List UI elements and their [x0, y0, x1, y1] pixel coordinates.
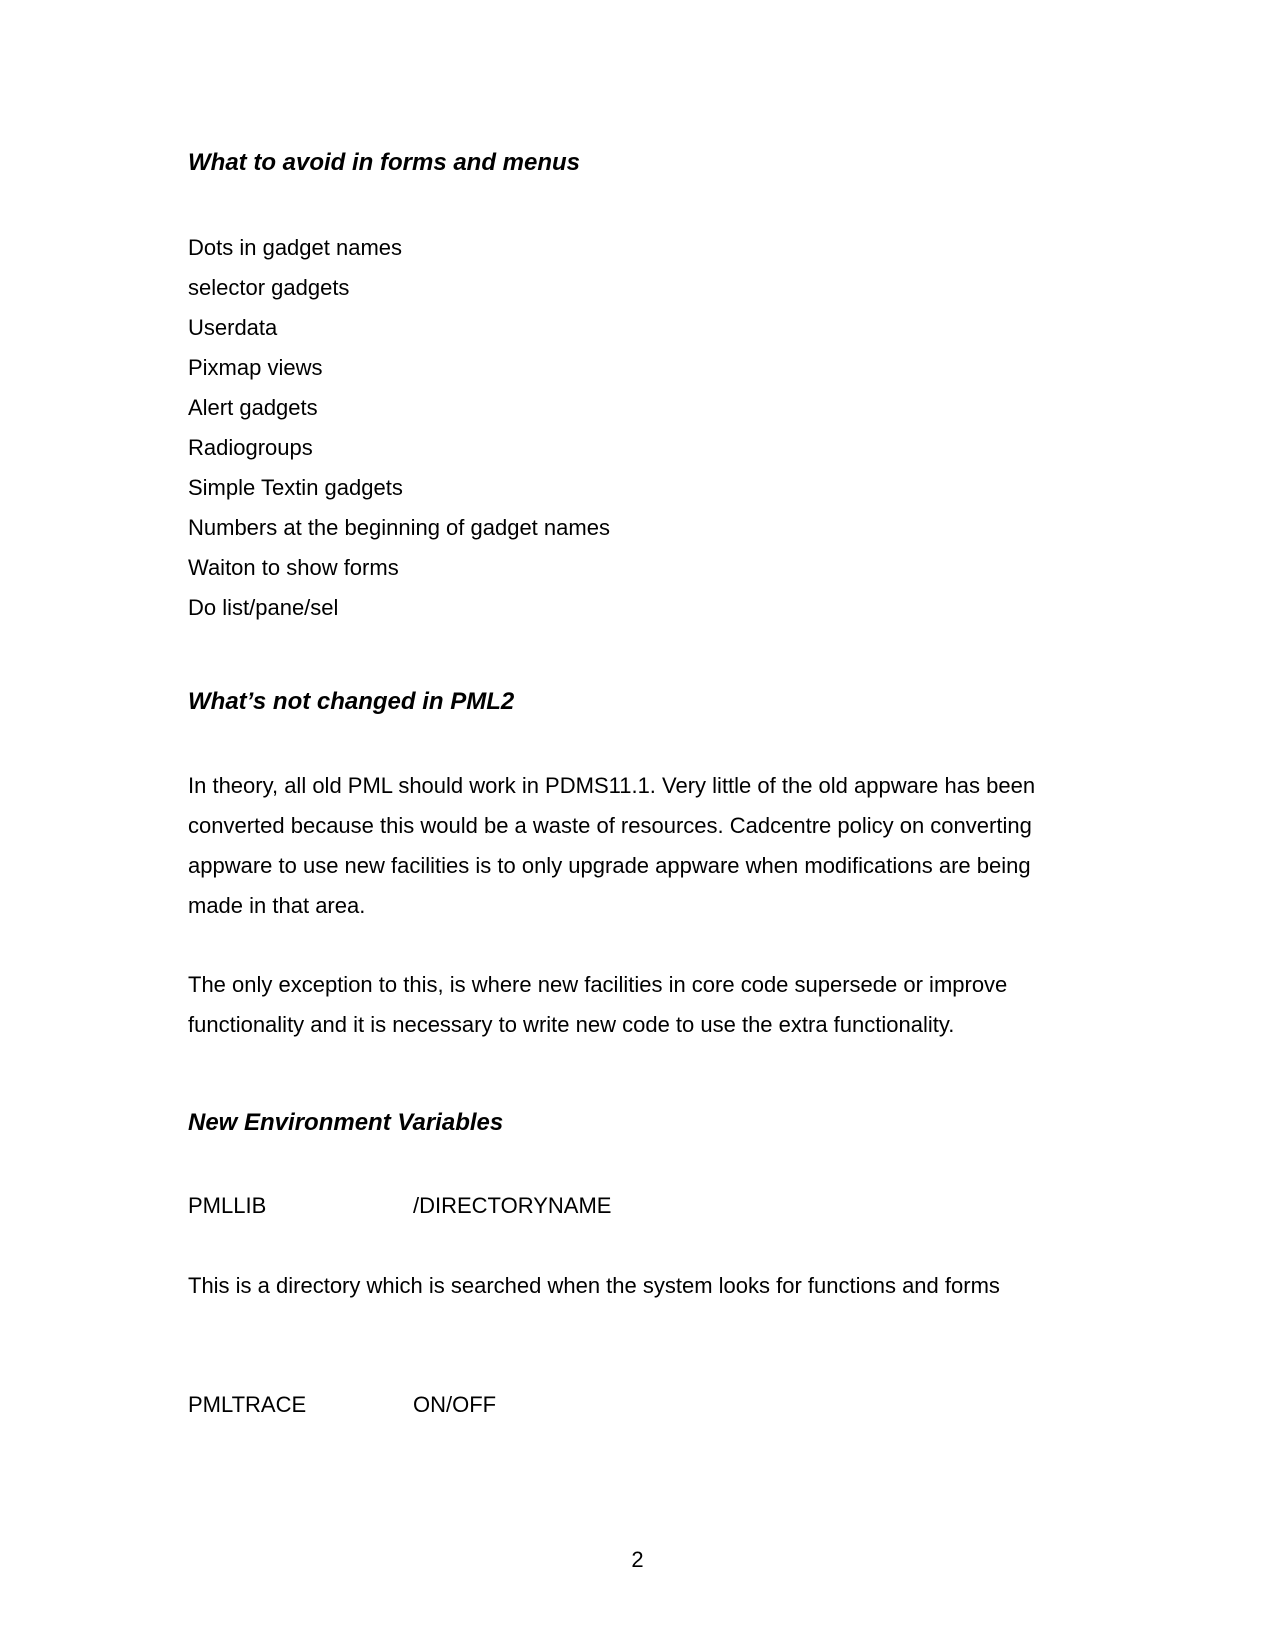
paragraph-line: In theory, all old PML should work in PDMS11.1. Very little of the old appware has been — [188, 773, 1036, 798]
list-item: Radiogroups — [188, 435, 313, 460]
list-item: selector gadgets — [188, 275, 350, 300]
paragraph-line: functionality and it is necessary to write new code to use the extra functionality. — [188, 1012, 955, 1037]
list-item: Waiton to show forms — [188, 555, 399, 580]
heading-not-changed: What’s not changed in PML2 — [188, 688, 515, 715]
paragraph-line: The only exception to this, is where new facilities in core code supersede or improve — [188, 972, 1008, 997]
heading-env-variables: New Environment Variables — [188, 1109, 504, 1136]
paragraph-exception — [188, 965, 1088, 1045]
list-item: Dots in gadget names — [188, 235, 403, 260]
list-item: Userdata — [188, 315, 278, 340]
list-item: Do list/pane/sel — [188, 595, 339, 620]
env-value: ON/OFF — [413, 1392, 497, 1417]
env-row-pmltrace — [188, 1385, 888, 1425]
list-item: Alert gadgets — [188, 395, 318, 420]
paragraph-line: appware to use new facilities is to only upgrade appware when modifications are being — [188, 853, 1031, 878]
list-item: Simple Textin gadgets — [188, 475, 403, 500]
pmllib-description: This is a directory which is searched when the system looks for functions and forms — [188, 1273, 1000, 1298]
paragraph-line: converted because this would be a waste of resources. Cadcentre policy on converting — [188, 813, 1032, 838]
heading-what-to-avoid: What to avoid in forms and menus — [188, 149, 581, 176]
env-name: PMLLIB — [188, 1193, 267, 1218]
paragraph-old-pml — [188, 766, 1088, 926]
env-name: PMLTRACE — [188, 1392, 307, 1417]
avoid-list — [188, 228, 610, 628]
paragraph-line: made in that area. — [188, 893, 366, 918]
env-row-pmllib — [188, 1186, 888, 1226]
env-value: /DIRECTORYNAME — [413, 1193, 612, 1218]
list-item: Pixmap views — [188, 355, 323, 380]
list-item: Numbers at the beginning of gadget names — [188, 515, 610, 540]
page-number: 2 — [631, 1547, 644, 1572]
